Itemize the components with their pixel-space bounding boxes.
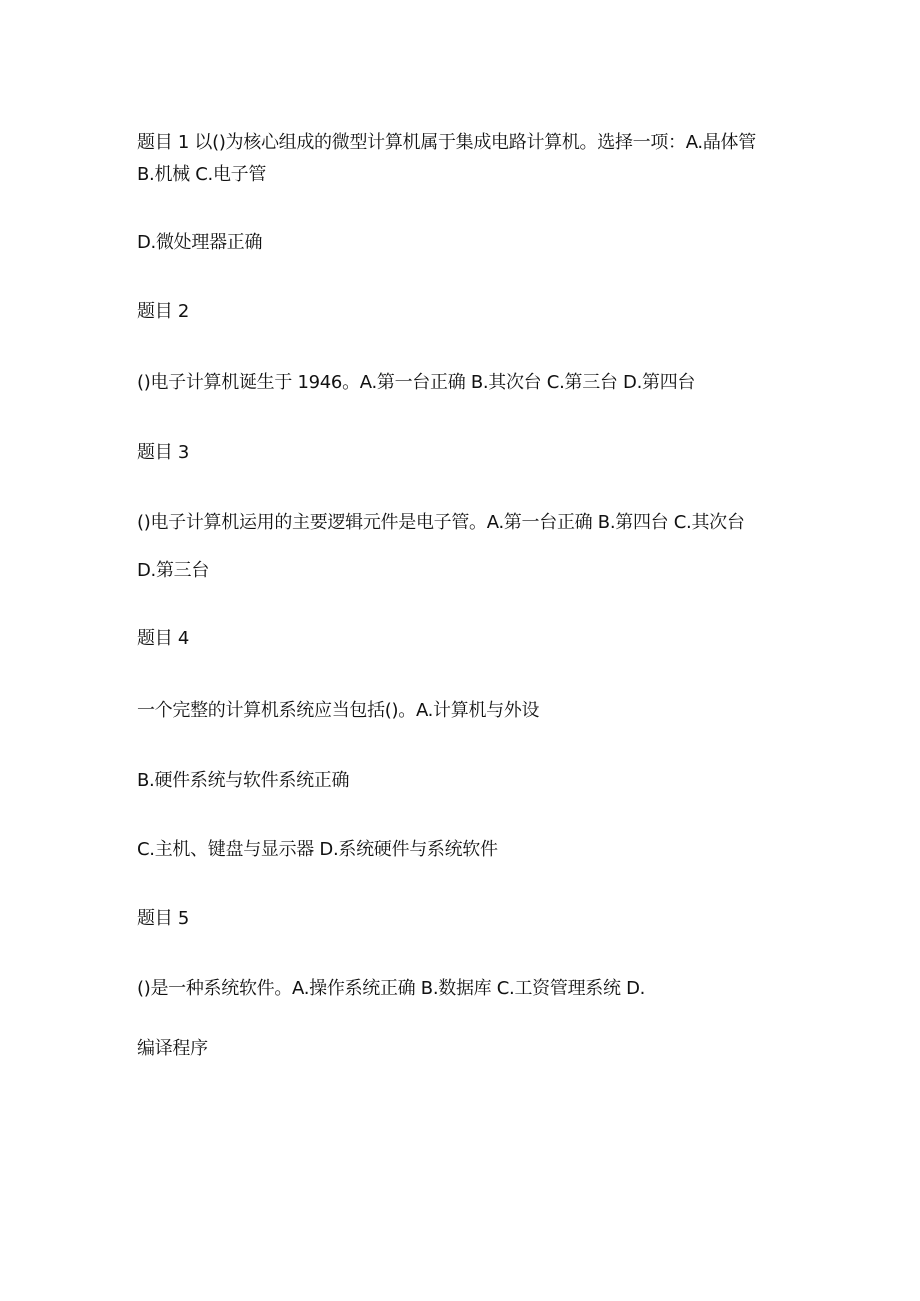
question-1-options-b-c: B.机械 C.电子管	[137, 164, 267, 185]
question-4-option-b: B.硬件系统与软件系统正确	[137, 770, 350, 791]
question-1-stem: 题目 1 以()为核心组成的微型计算机属于集成电路计算机。选择一项：A.晶体管	[137, 132, 756, 153]
question-3-option-d: D.第三台	[137, 560, 210, 581]
question-2-text: ()电子计算机诞生于 1946。A.第一台正确 B.其次台 C.第三台 D.第四台	[137, 372, 696, 393]
question-3-heading: 题目 3	[137, 442, 189, 463]
question-4-options-c-d: C.主机、键盘与显示器 D.系统硬件与系统软件	[137, 839, 498, 860]
question-1-option-d: D.微处理器正确	[137, 232, 263, 253]
question-4-stem: 一个完整的计算机系统应当包括()。A.计算机与外设	[137, 700, 540, 721]
question-4-heading: 题目 4	[137, 628, 189, 649]
question-5-text: ()是一种系统软件。A.操作系统正确 B.数据库 C.工资管理系统 D.	[137, 978, 646, 999]
question-3-text: ()电子计算机运用的主要逻辑元件是电子管。A.第一台正确 B.第四台 C.其次台	[137, 512, 745, 533]
question-5-option-d: 编译程序	[137, 1038, 208, 1059]
question-5-heading: 题目 5	[137, 908, 189, 929]
question-2-heading: 题目 2	[137, 301, 189, 322]
